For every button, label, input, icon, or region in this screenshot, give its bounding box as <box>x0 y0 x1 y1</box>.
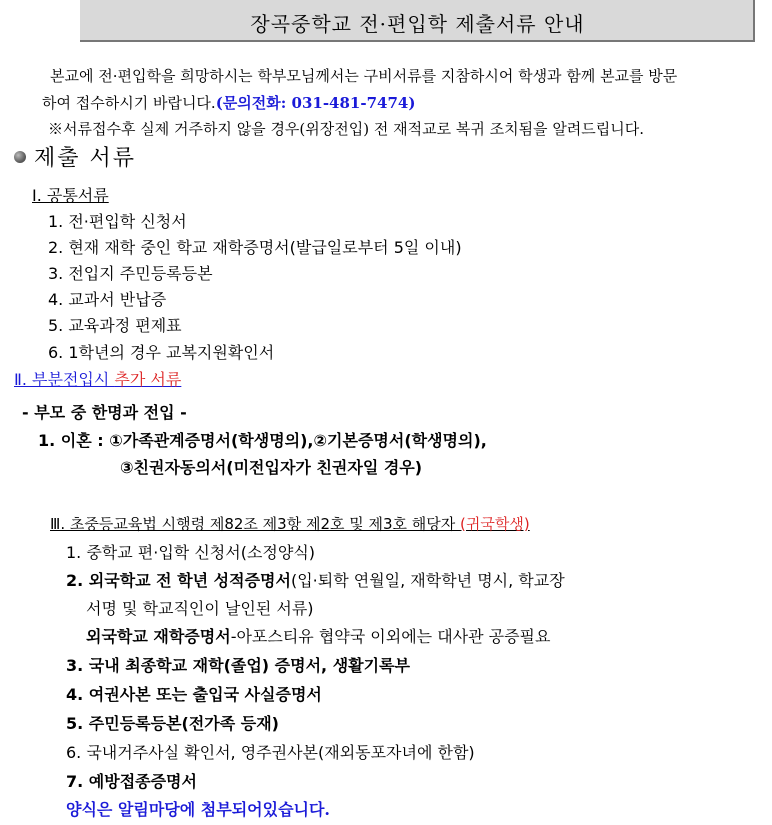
divorce-line-1: 1. 이혼 : ①가족관계증명서(학생명의),②기본증명서(학생명의), <box>38 431 487 450</box>
returnees-heading <box>50 513 530 534</box>
common-item-1: 1. 전·편입학 신청서 <box>48 212 187 231</box>
section-title: 제출 서류 <box>34 146 137 171</box>
common-item-3: 3. 전입지 주민등록등본 <box>48 264 213 283</box>
returnees-item-2 <box>66 568 565 591</box>
returnees-item-2-extra-rest: -아포스티유 협약국 이외에는 대사관 공증필요 <box>230 627 551 646</box>
common-item-5: 5. 교육과정 편제표 <box>48 316 182 335</box>
partial-sub: - 부모 중 한명과 전입 - <box>22 403 187 422</box>
returnees-heading-red: (귀국학생) <box>460 515 530 533</box>
returnees-item-7: 7. 예방접종증명서 <box>66 772 197 791</box>
returnees-item-2-cont: 서명 및 학교직인이 날인된 서류) <box>86 599 314 618</box>
forms-note: 양식은 알림마당에 첨부되어있습니다. <box>66 800 331 819</box>
returnees-item-1: 1. 중학교 편·입학 신청서(소정양식) <box>66 543 316 562</box>
common-item-2: 2. 현재 재학 중인 학교 재학증명서(발급일로부터 5일 이내) <box>48 238 462 257</box>
intro-line-1: 본교에 전·편입학을 희망하시는 학부모님께서는 구비서류를 지참하시어 학생과 함께 본교를 방문 <box>50 67 678 85</box>
common-item-6: 6. 1학년의 경우 교복지원확인서 <box>48 343 275 362</box>
partial-heading-red: 추가 서류 <box>114 370 182 389</box>
returnees-item-2-extra-bold: 외국학교 재학증명서 <box>86 627 231 646</box>
returnees-item-2-extra <box>86 624 550 647</box>
returnees-heading-text: Ⅲ. 초중등교육법 시행령 제82조 제3항 제2호 및 제3호 해당자 <box>50 515 461 533</box>
returnees-item-5: 5. 주민등록등본(전가족 등재) <box>66 714 279 733</box>
intro-line-2-text: 하여 접수하시기 바랍니다. <box>42 94 216 112</box>
partial-heading-text: Ⅱ. 부분전입시 <box>14 370 115 389</box>
returnees-item-3: 3. 국내 최종학교 재학(졸업) 증명서, 생활기록부 <box>66 656 410 675</box>
returnees-item-6: 6. 국내거주사실 확인서, 영주권사본(재외동포자녀에 한함) <box>66 743 475 762</box>
intro-note: ※서류접수후 실제 거주하지 않을 경우(위장전입) 전 재적교로 복귀 조치됨을 알려드립니다. <box>48 120 645 138</box>
phone-number: (문의전화: 031-481-7474) <box>215 94 416 112</box>
intro-line-2 <box>42 92 415 113</box>
common-heading: Ⅰ. 공통서류 <box>32 186 109 205</box>
returnees-item-2-bold: 2. 외국학교 전 학년 성적증명서 <box>66 571 291 590</box>
returnees-item-2-rest: (입·퇴학 연월일, 재학학년 명시, 학교장 <box>290 571 565 590</box>
common-item-4: 4. 교과서 반납증 <box>48 290 167 309</box>
returnees-item-4: 4. 여권사본 또는 출입국 사실증명서 <box>66 685 322 704</box>
partial-heading <box>14 367 181 390</box>
page-title: 장곡중학교 전·편입학 제출서류 안내 <box>250 12 585 36</box>
divorce-line-2: ③친권자동의서(미전입자가 친권자일 경우) <box>120 458 423 477</box>
section-bullet-icon <box>14 151 26 163</box>
